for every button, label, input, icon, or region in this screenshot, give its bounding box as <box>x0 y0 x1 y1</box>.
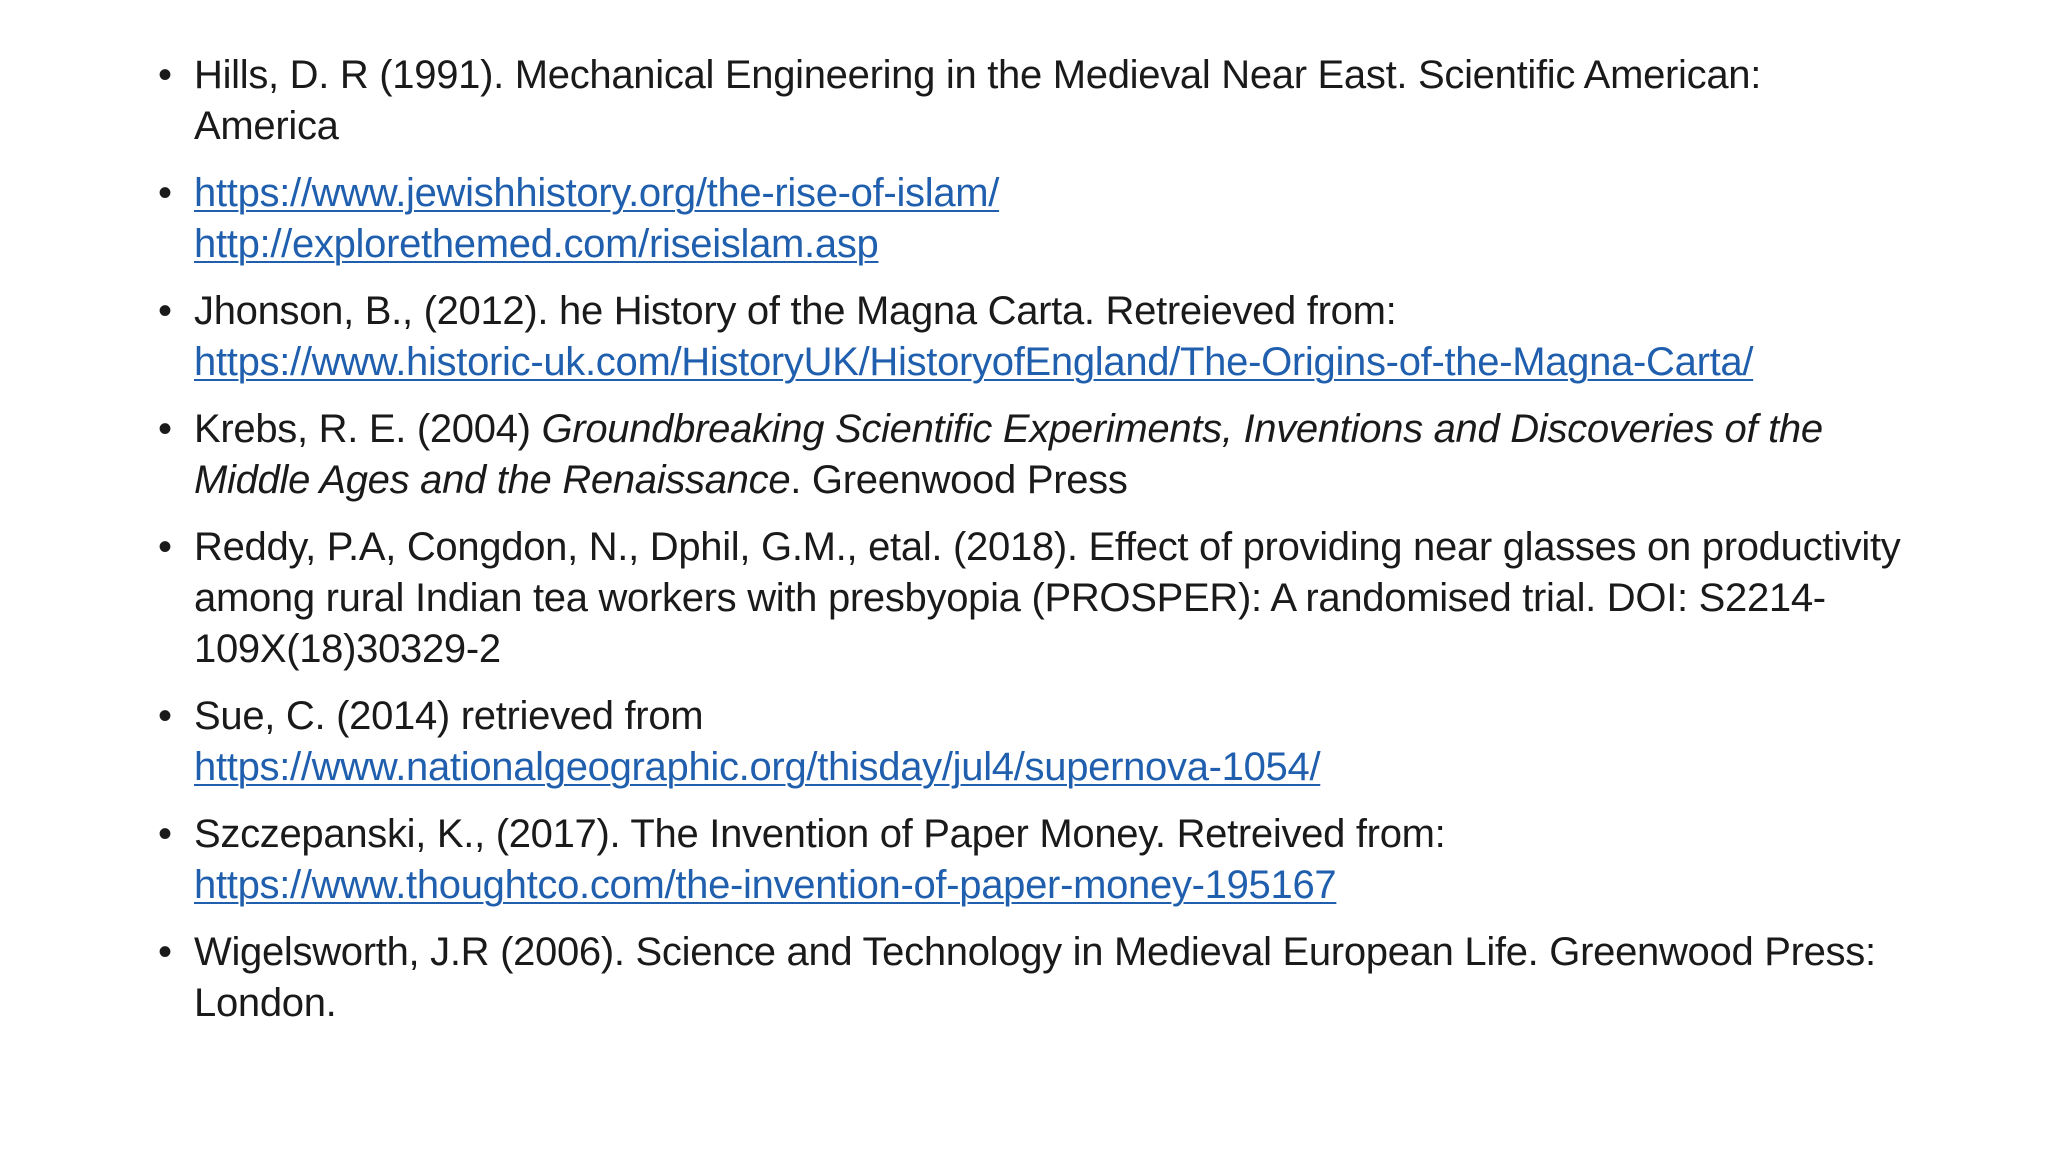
reference-title-italic: Groundbreaking Scientific Experiments, Inventions and Discoveries of the Middle Ages and the Renaissance <box>194 407 1823 502</box>
reference-item-wigelsworth <box>152 927 1912 1029</box>
reference-link-thoughtco[interactable]: https://www.thoughtco.com/the-invention-of-paper-money-195167 <box>194 863 1337 907</box>
bullet-icon: • <box>158 407 172 451</box>
reference-link-nationalgeographic[interactable]: https://www.nationalgeographic.org/thisday/jul4/supernova-1054/ <box>194 745 1321 789</box>
reference-list <box>152 50 1912 1045</box>
reference-text: Wigelsworth, J.R (2006). Science and Technology in Medieval European Life. Greenwood Press: London. <box>194 930 1876 1025</box>
reference-item-szczepanski <box>152 809 1912 911</box>
reference-text: Sue, C. (2014) retrieved from <box>194 694 704 738</box>
bullet-icon: • <box>158 53 172 97</box>
bullet-icon: • <box>158 171 172 215</box>
bullet-icon: • <box>158 525 172 569</box>
reference-text: Reddy, P.A, Congdon, N., Dphil, G.M., etal. (2018). Effect of providing near glasses on productivity among rural Indian tea workers with presbyopia (PROSPER): A randomised trial. DOI: S2214-109X(18)30329-2 <box>194 525 1901 671</box>
reference-publisher: . Greenwood Press <box>790 458 1128 502</box>
bullet-icon: • <box>158 930 172 974</box>
reference-item-jhonson <box>152 286 1912 388</box>
reference-item-jewishhistory <box>152 168 1912 270</box>
bullet-icon: • <box>158 289 172 333</box>
reference-link-jewishhistory[interactable]: https://www.jewishhistory.org/the-rise-of-islam/ <box>194 171 1000 215</box>
reference-item-krebs <box>152 404 1912 506</box>
reference-text: Szczepanski, K., (2017). The Invention of Paper Money. Retreived from: <box>194 812 1446 856</box>
bullet-icon: • <box>158 812 172 856</box>
reference-text: Jhonson, B., (2012). he History of the Magna Carta. Retreieved from: <box>194 289 1397 333</box>
reference-link-historic-uk[interactable]: https://www.historic-uk.com/HistoryUK/HistoryofEngland/The-Origins-of-the-Magna-Carta/ <box>194 340 1754 384</box>
reference-link-explorethemed[interactable]: http://explorethemed.com/riseislam.asp <box>194 222 879 266</box>
reference-item-hills <box>152 50 1912 152</box>
reference-item-reddy <box>152 522 1912 675</box>
bullet-icon: • <box>158 694 172 738</box>
reference-item-sue <box>152 691 1912 793</box>
reference-author: Krebs, R. E. (2004) <box>194 407 542 451</box>
reference-text: Hills, D. R (1991). Mechanical Engineering in the Medieval Near East. Scientific American: America <box>194 53 1762 148</box>
